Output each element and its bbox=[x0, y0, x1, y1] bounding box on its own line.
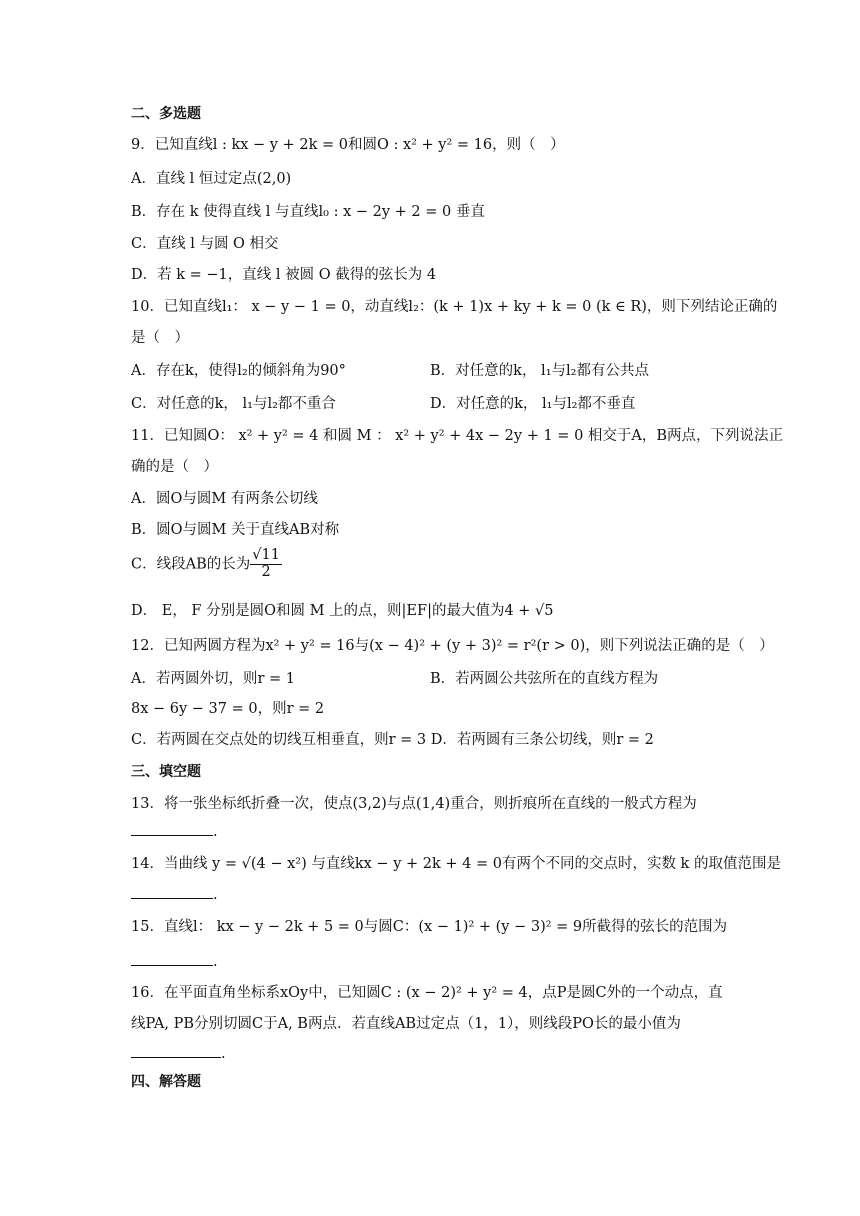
answer-blank[interactable] bbox=[131, 888, 213, 899]
question-11-option-c-text: C．线段AB的长为 bbox=[131, 556, 251, 573]
fraction bbox=[250, 548, 282, 581]
question-11-option-d: D． E， F 分别是圆O和圆 M 上的点，则|EF|的最大值为4 + √5 bbox=[131, 603, 554, 619]
fraction-denominator: 2 bbox=[261, 563, 271, 580]
question-15-text: 15．直线l： kx − y − 2k + 5 = 0与圆C：(x − 1)² + (y − 3)² = 9所截得的弦长的范围为 bbox=[131, 919, 728, 935]
question-11-stem-line1: 11．已知圆O： x² + y² = 4 和圆 M ： x² + y² + 4x − 2y + 1 = 0 相交于A，B两点，下列说法正 bbox=[131, 428, 784, 444]
question-16-answer-line bbox=[131, 1047, 226, 1062]
answer-blank[interactable] bbox=[131, 1047, 221, 1058]
question-10-option-a: A．存在k，使得l₂的倾斜角为90° bbox=[131, 363, 346, 379]
question-9-stem: 9．已知直线l : kx − y + 2k = 0和圆O : x² + y² = 16，则（ ） bbox=[131, 137, 565, 153]
period: . bbox=[221, 1046, 226, 1062]
section-heading-solutions: 四、解答题 bbox=[131, 1074, 201, 1090]
question-16-text-line1: 16．在平面直角坐标系xOy中，已知圆C : (x − 2)² + y² = 4，点P是圆C外的一个动点，直 bbox=[131, 985, 723, 1001]
question-9-option-d: D．若 k = −1，直线 l 被圆 O 截得的弦长为 4 bbox=[131, 267, 437, 283]
question-14-answer-line bbox=[131, 888, 218, 903]
question-11-option-a: A．圆O与圆M 有两条公切线 bbox=[131, 491, 318, 507]
question-11-option-b: B．圆O与圆M 关于直线AB对称 bbox=[131, 522, 340, 538]
answer-blank[interactable] bbox=[131, 955, 213, 966]
question-12-option-a: A．若两圆外切，则r = 1 bbox=[131, 671, 295, 687]
question-11-option-c bbox=[131, 548, 282, 581]
question-9-option-c: C．直线 l 与圆 O 相交 bbox=[131, 236, 279, 252]
question-10-option-c: C．对任意的k， l₁与l₂都不重合 bbox=[131, 396, 336, 412]
question-10-option-d: D．对任意的k， l₁与l₂都不垂直 bbox=[430, 396, 636, 412]
question-11-stem-line2: 确的是（ ） bbox=[131, 459, 218, 475]
question-10-stem-line1: 10．已知直线l₁： x − y − 1 = 0，动直线l₂：(k + 1)x + ky + k = 0 (k ∈ R)，则下列结论正确的 bbox=[131, 299, 778, 315]
question-9-option-a: A．直线 l 恒过定点(2,0) bbox=[131, 171, 292, 187]
question-12-option-c-d: C．若两圆在交点处的切线互相垂直，则r = 3 D．若两圆有三条公切线，则r = 2 bbox=[131, 732, 654, 748]
question-9-option-b: B．存在 k 使得直线 l 与直线l₀ : x − 2y + 2 = 0 垂直 bbox=[131, 204, 485, 220]
question-16-text-line2: 线PA, PB分别切圆C于A, B两点．若直线AB过定点（1，1），则线段PO长的最小值为 bbox=[131, 1016, 681, 1032]
fraction-numerator: √11 bbox=[252, 547, 280, 563]
section-heading-fill-in: 三、填空题 bbox=[131, 764, 201, 780]
question-14-text: 14．当曲线 y = √(4 − x²) 与直线kx − y + 2k + 4 = 0有两个不同的交点时，实数 k 的取值范围是 bbox=[131, 856, 781, 872]
question-12-option-b-continued: 8x − 6y − 37 = 0，则r = 2 bbox=[131, 701, 325, 717]
question-10-stem-line2: 是（ ） bbox=[131, 330, 189, 346]
period: . bbox=[213, 954, 218, 970]
question-13-answer-line bbox=[131, 825, 218, 840]
question-10-option-b: B．对任意的k， l₁与l₂都有公共点 bbox=[430, 363, 649, 379]
question-13-text: 13．将一张坐标纸折叠一次，使点(3,2)与点(1,4)重合，则折痕所在直线的一般式方程为 bbox=[131, 796, 697, 812]
question-12-option-b: B．若两圆公共弦所在的直线方程为 bbox=[430, 671, 659, 687]
question-15-answer-line bbox=[131, 955, 218, 970]
period: . bbox=[213, 887, 218, 903]
answer-blank[interactable] bbox=[131, 825, 213, 836]
period: . bbox=[213, 824, 218, 840]
question-12-stem: 12．已知两圆方程为x² + y² = 16与(x − 4)² + (y + 3)² = r²(r > 0)，则下列说法正确的是（ ） bbox=[131, 638, 774, 654]
section-heading-multiple-choice: 二、多选题 bbox=[131, 106, 201, 122]
